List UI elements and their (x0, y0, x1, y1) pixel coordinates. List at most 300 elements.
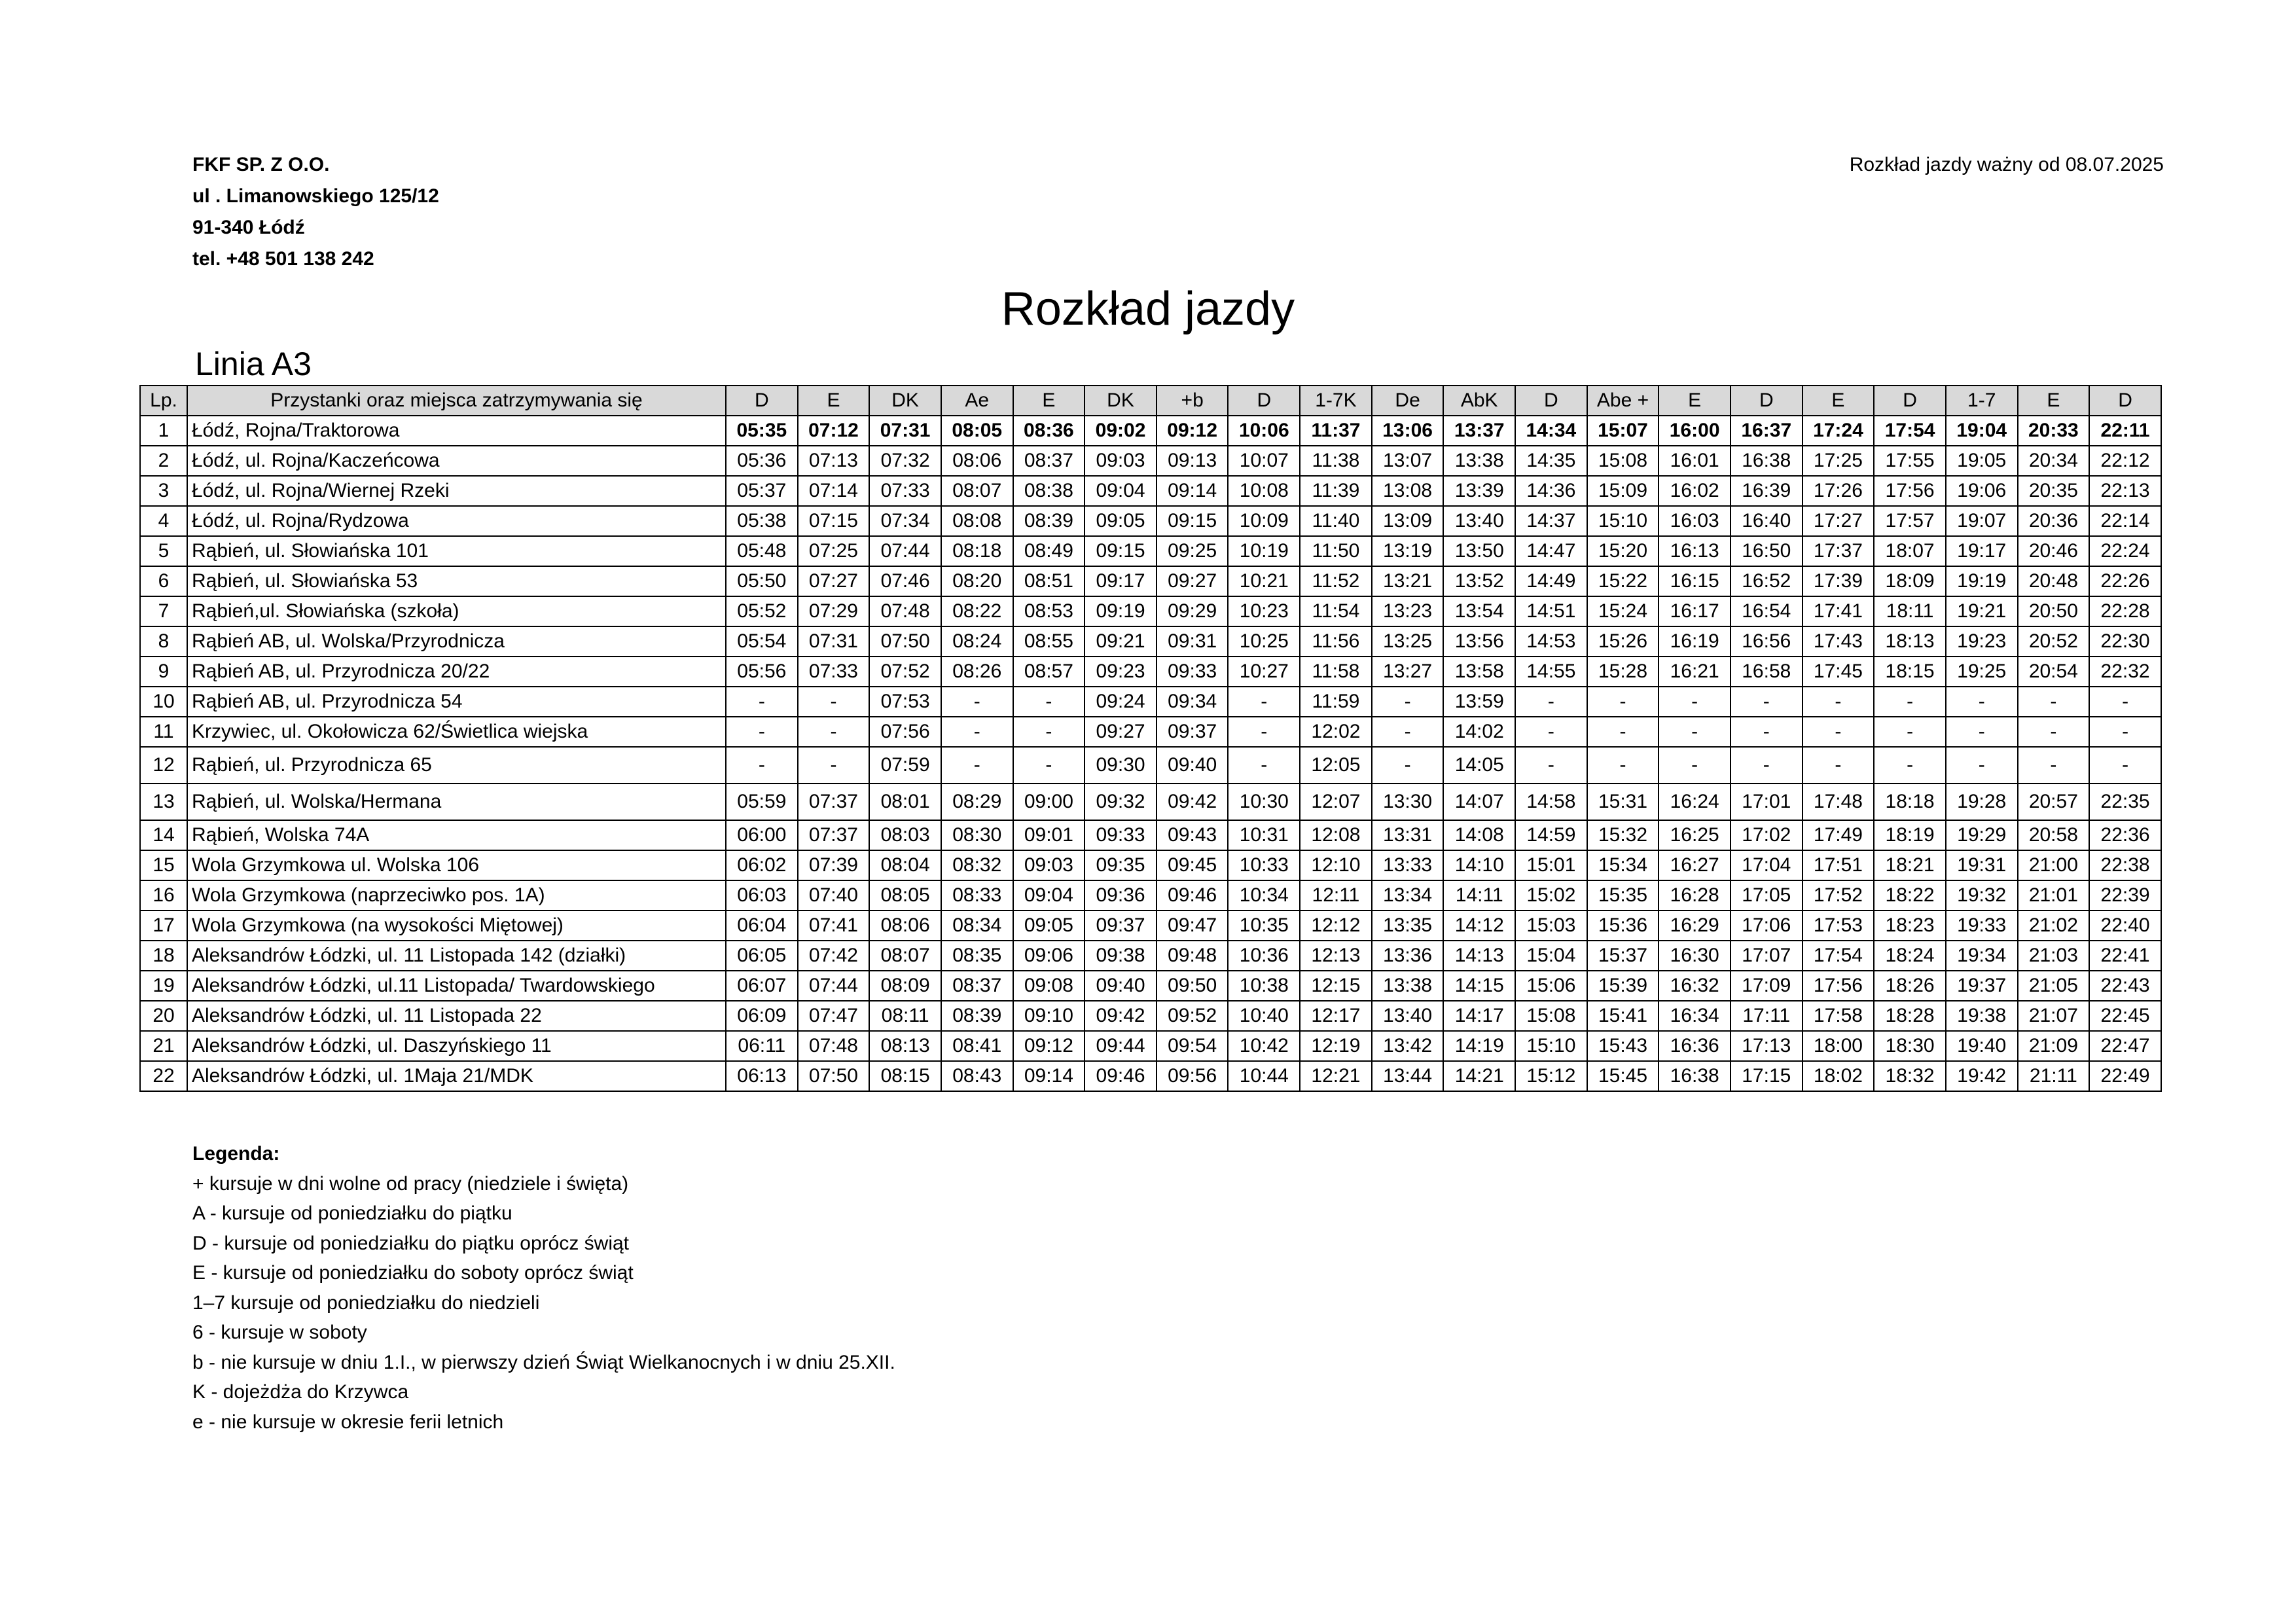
departure-time: 08:32 (941, 850, 1013, 880)
departure-time: 07:41 (798, 911, 870, 941)
stop-name: Łódź, ul. Rojna/Wiernej Rzeki (187, 476, 726, 506)
departure-time: 10:35 (1228, 911, 1300, 941)
departure-time: 17:37 (1803, 536, 1874, 566)
course-code-header: 1-7K (1300, 386, 1372, 416)
departure-time: - (1587, 747, 1659, 784)
departure-time: 09:40 (1157, 747, 1229, 784)
departure-time: 17:51 (1803, 850, 1874, 880)
departure-time: 09:14 (1013, 1061, 1085, 1091)
line-name: Linia A3 (195, 346, 312, 382)
departure-time: - (941, 687, 1013, 717)
departure-time: 05:50 (726, 566, 798, 596)
departure-time: 17:39 (1803, 566, 1874, 596)
departure-time: 08:43 (941, 1061, 1013, 1091)
departure-time: 11:37 (1300, 416, 1372, 446)
stop-name: Wola Grzymkowa (na wysokości Miętowej) (187, 911, 726, 941)
departure-time: 13:54 (1443, 596, 1515, 626)
departure-time: 17:25 (1803, 446, 1874, 476)
departure-time: 08:22 (941, 596, 1013, 626)
departure-time: 13:38 (1372, 971, 1444, 1001)
departure-time: 22:24 (2089, 536, 2161, 566)
departure-time: 07:15 (798, 506, 870, 536)
departure-time: 14:08 (1443, 820, 1515, 850)
departure-time: - (2018, 717, 2090, 747)
table-row (140, 626, 2161, 657)
departure-time: 09:25 (1157, 536, 1229, 566)
departure-time: 09:44 (1085, 1031, 1157, 1061)
departure-time: - (2018, 747, 2090, 784)
stop-number: 11 (140, 717, 187, 747)
departure-time: 13:36 (1372, 941, 1444, 971)
departure-time: 09:05 (1013, 911, 1085, 941)
departure-time: 13:35 (1372, 911, 1444, 941)
company-street: ul . Limanowskiego 125/12 (192, 185, 439, 207)
departure-time: 09:42 (1157, 784, 1229, 820)
departure-time: 09:47 (1157, 911, 1229, 941)
departure-time: 17:26 (1803, 476, 1874, 506)
departure-time: 07:53 (869, 687, 941, 717)
departure-time: 09:52 (1157, 1001, 1229, 1031)
departure-time: 12:12 (1300, 911, 1372, 941)
departure-time: 09:46 (1157, 880, 1229, 911)
departure-time: 12:17 (1300, 1001, 1372, 1031)
departure-time: 08:05 (941, 416, 1013, 446)
departure-time: 09:36 (1085, 880, 1157, 911)
departure-time: 12:19 (1300, 1031, 1372, 1061)
departure-time: 08:57 (1013, 657, 1085, 687)
table-row (140, 536, 2161, 566)
departure-time: 16:02 (1659, 476, 1731, 506)
departure-time: 13:52 (1443, 566, 1515, 596)
departure-time: 09:32 (1085, 784, 1157, 820)
departure-time: 14:10 (1443, 850, 1515, 880)
departure-time: 13:23 (1372, 596, 1444, 626)
legend-title: Legenda: (192, 1143, 280, 1164)
stop-number: 22 (140, 1061, 187, 1091)
departure-time: 22:26 (2089, 566, 2161, 596)
table-row (140, 941, 2161, 971)
legend-item: b - nie kursuje w dniu 1.I., w pierwszy dzień Świąt Wielkanocnych i w dniu 25.XII. (192, 1351, 895, 1373)
departure-time: 07:48 (798, 1031, 870, 1061)
departure-time: 19:29 (1946, 820, 2018, 850)
departure-time: 09:01 (1013, 820, 1085, 850)
departure-time: 13:56 (1443, 626, 1515, 657)
course-code-header: E (798, 386, 870, 416)
departure-time: - (1803, 717, 1874, 747)
departure-time: 09:54 (1157, 1031, 1229, 1061)
departure-time: 09:04 (1085, 476, 1157, 506)
departure-time: 22:39 (2089, 880, 2161, 911)
table-row (140, 1031, 2161, 1061)
stop-name: Rąbień, ul. Słowiańska 53 (187, 566, 726, 596)
departure-time: - (1659, 747, 1731, 784)
departure-time: 14:02 (1443, 717, 1515, 747)
departure-time: 11:50 (1300, 536, 1372, 566)
departure-time: 08:04 (869, 850, 941, 880)
departure-time: - (798, 747, 870, 784)
departure-time: 07:46 (869, 566, 941, 596)
departure-time: 09:56 (1157, 1061, 1229, 1091)
departure-time: 05:38 (726, 506, 798, 536)
course-code-header: Ae (941, 386, 1013, 416)
departure-time: 17:45 (1803, 657, 1874, 687)
course-code-header: De (1372, 386, 1444, 416)
departure-time: 07:12 (798, 416, 870, 446)
stop-number: 9 (140, 657, 187, 687)
departure-time: 15:02 (1515, 880, 1587, 911)
legend-item: e - nie kursuje w okresie ferii letnich (192, 1411, 504, 1433)
departure-time: 07:39 (798, 850, 870, 880)
course-code-header: DK (1085, 386, 1157, 416)
stop-name: Aleksandrów Łódzki, ul. 1Maja 21/MDK (187, 1061, 726, 1091)
stop-name: Wola Grzymkowa ul. Wolska 106 (187, 850, 726, 880)
departure-time: 11:56 (1300, 626, 1372, 657)
departure-time: 13:40 (1443, 506, 1515, 536)
departure-time: 09:21 (1085, 626, 1157, 657)
departure-time: 09:35 (1085, 850, 1157, 880)
departure-time: 17:15 (1731, 1061, 1803, 1091)
departure-time: 09:03 (1085, 446, 1157, 476)
course-code-header: D (1515, 386, 1587, 416)
departure-time: - (2089, 687, 2161, 717)
departure-time: 11:54 (1300, 596, 1372, 626)
departure-time: 18:13 (1874, 626, 1946, 657)
departure-time: 17:49 (1803, 820, 1874, 850)
departure-time: - (1013, 687, 1085, 717)
stop-number: 8 (140, 626, 187, 657)
departure-time: 17:27 (1803, 506, 1874, 536)
departure-time: 07:14 (798, 476, 870, 506)
departure-time: 10:09 (1228, 506, 1300, 536)
departure-time: 08:07 (869, 941, 941, 971)
departure-time: 09:34 (1157, 687, 1229, 717)
departure-time: 22:32 (2089, 657, 2161, 687)
departure-time: 15:45 (1587, 1061, 1659, 1091)
departure-time: 09:42 (1085, 1001, 1157, 1031)
departure-time: 10:23 (1228, 596, 1300, 626)
departure-time: 22:14 (2089, 506, 2161, 536)
departure-time: 10:38 (1228, 971, 1300, 1001)
departure-time: 12:10 (1300, 850, 1372, 880)
table-row (140, 596, 2161, 626)
timetable (139, 385, 2162, 1092)
departure-time: 16:52 (1731, 566, 1803, 596)
departure-time: 13:40 (1372, 1001, 1444, 1031)
departure-time: 17:05 (1731, 880, 1803, 911)
departure-time: - (1228, 747, 1300, 784)
departure-time: 09:12 (1013, 1031, 1085, 1061)
departure-time: 08:37 (941, 971, 1013, 1001)
departure-time: 18:15 (1874, 657, 1946, 687)
departure-time: 21:00 (2018, 850, 2090, 880)
departure-time: 18:09 (1874, 566, 1946, 596)
departure-time: 16:38 (1731, 446, 1803, 476)
departure-time: 09:05 (1085, 506, 1157, 536)
departure-time: 19:40 (1946, 1031, 2018, 1061)
departure-time: 15:01 (1515, 850, 1587, 880)
departure-time: 14:53 (1515, 626, 1587, 657)
stop-number: 13 (140, 784, 187, 820)
departure-time: 20:36 (2018, 506, 2090, 536)
departure-time: - (1946, 747, 2018, 784)
stop-name: Krzywiec, ul. Okołowicza 62/Świetlica wiejska (187, 717, 726, 747)
departure-time: 18:30 (1874, 1031, 1946, 1061)
departure-time: 17:06 (1731, 911, 1803, 941)
departure-time: 19:17 (1946, 536, 2018, 566)
departure-time: 19:38 (1946, 1001, 2018, 1031)
departure-time: - (1803, 747, 1874, 784)
departure-time: 10:07 (1228, 446, 1300, 476)
stop-number: 21 (140, 1031, 187, 1061)
departure-time: 12:21 (1300, 1061, 1372, 1091)
departure-time: 14:34 (1515, 416, 1587, 446)
departure-time: 10:33 (1228, 850, 1300, 880)
departure-time: 13:19 (1372, 536, 1444, 566)
course-code-header: D (1731, 386, 1803, 416)
departure-time: 21:11 (2018, 1061, 2090, 1091)
legend-item: E - kursuje od poniedziałku do soboty oprócz świąt (192, 1262, 634, 1284)
departure-time: 22:41 (2089, 941, 2161, 971)
departure-time: 11:59 (1300, 687, 1372, 717)
table-row (140, 476, 2161, 506)
departure-time: - (1013, 717, 1085, 747)
departure-time: 17:55 (1874, 446, 1946, 476)
departure-time: 11:58 (1300, 657, 1372, 687)
departure-time: 16:01 (1659, 446, 1731, 476)
departure-time: 07:34 (869, 506, 941, 536)
departure-time: 16:50 (1731, 536, 1803, 566)
departure-time: 22:12 (2089, 446, 2161, 476)
departure-time: - (1731, 747, 1803, 784)
departure-time: 09:48 (1157, 941, 1229, 971)
course-code-header: D (2089, 386, 2161, 416)
departure-time: 14:59 (1515, 820, 1587, 850)
course-code-header: Abe + (1587, 386, 1659, 416)
validity-date: Rozkład jazdy ważny od 08.07.2025 (1849, 154, 2164, 175)
departure-time: 10:08 (1228, 476, 1300, 506)
departure-time: 20:33 (2018, 416, 2090, 446)
course-code-header: +b (1157, 386, 1229, 416)
departure-time: 15:43 (1587, 1031, 1659, 1061)
course-code-header: D (1874, 386, 1946, 416)
departure-time: 13:31 (1372, 820, 1444, 850)
departure-time: 15:08 (1515, 1001, 1587, 1031)
table-row (140, 1061, 2161, 1091)
stop-name: Łódź, ul. Rojna/Rydzowa (187, 506, 726, 536)
departure-time: 19:06 (1946, 476, 2018, 506)
departure-time: 05:56 (726, 657, 798, 687)
departure-time: 09:33 (1085, 820, 1157, 850)
departure-time: 07:27 (798, 566, 870, 596)
departure-time: 13:21 (1372, 566, 1444, 596)
table-row (140, 687, 2161, 717)
departure-time: - (1731, 687, 1803, 717)
departure-time: 20:46 (2018, 536, 2090, 566)
departure-time: 10:19 (1228, 536, 1300, 566)
departure-time: 05:35 (726, 416, 798, 446)
legend-items (192, 1169, 895, 1437)
departure-time: 17:24 (1803, 416, 1874, 446)
departure-time: 07:31 (798, 626, 870, 657)
departure-time: 09:50 (1157, 971, 1229, 1001)
departure-time: 08:08 (941, 506, 1013, 536)
departure-time: 22:35 (2089, 784, 2161, 820)
stop-number: 3 (140, 476, 187, 506)
departure-time: 10:40 (1228, 1001, 1300, 1031)
company-city: 91-340 Łódź (192, 217, 305, 238)
departure-time: 09:38 (1085, 941, 1157, 971)
stop-name: Aleksandrów Łódzki, ul.11 Listopada/ Twardowskiego (187, 971, 726, 1001)
company-name: FKF SP. Z O.O. (192, 154, 330, 175)
departure-time: 07:50 (869, 626, 941, 657)
departure-time: 07:59 (869, 747, 941, 784)
departure-time: 15:09 (1587, 476, 1659, 506)
departure-time: 12:05 (1300, 747, 1372, 784)
departure-time: 22:28 (2089, 596, 2161, 626)
departure-time: 09:04 (1013, 880, 1085, 911)
table-row (140, 747, 2161, 784)
stop-name: Aleksandrów Łódzki, ul. Daszyńskiego 11 (187, 1031, 726, 1061)
departure-time: 18:24 (1874, 941, 1946, 971)
departure-time: 20:57 (2018, 784, 2090, 820)
departure-time: - (726, 747, 798, 784)
departure-time: 15:28 (1587, 657, 1659, 687)
stop-name: Rąbień, Wolska 74A (187, 820, 726, 850)
departure-time: 07:31 (869, 416, 941, 446)
departure-time: 21:02 (2018, 911, 2090, 941)
stop-number: 4 (140, 506, 187, 536)
departure-time: 13:34 (1372, 880, 1444, 911)
departure-time: 13:58 (1443, 657, 1515, 687)
departure-time: 14:35 (1515, 446, 1587, 476)
course-code-header: E (1013, 386, 1085, 416)
departure-time: 05:36 (726, 446, 798, 476)
departure-time: 19:04 (1946, 416, 2018, 446)
departure-time: 16:24 (1659, 784, 1731, 820)
departure-time: 13:42 (1372, 1031, 1444, 1061)
departure-time: 07:13 (798, 446, 870, 476)
departure-time: 08:15 (869, 1061, 941, 1091)
departure-time: - (2089, 717, 2161, 747)
departure-time: 07:25 (798, 536, 870, 566)
departure-time: 22:45 (2089, 1001, 2161, 1031)
departure-time: 18:28 (1874, 1001, 1946, 1031)
departure-time: 10:36 (1228, 941, 1300, 971)
departure-time: 11:39 (1300, 476, 1372, 506)
departure-time: 14:36 (1515, 476, 1587, 506)
departure-time: - (1372, 717, 1444, 747)
departure-time: 14:58 (1515, 784, 1587, 820)
departure-time: 19:07 (1946, 506, 2018, 536)
departure-time: 14:07 (1443, 784, 1515, 820)
departure-time: 07:40 (798, 880, 870, 911)
departure-time: 14:47 (1515, 536, 1587, 566)
departure-time: 08:41 (941, 1031, 1013, 1061)
departure-time: 15:39 (1587, 971, 1659, 1001)
departure-time: 07:32 (869, 446, 941, 476)
departure-time: 16:28 (1659, 880, 1731, 911)
stop-name: Rąbień,ul. Słowiańska (szkoła) (187, 596, 726, 626)
departure-time: 16:38 (1659, 1061, 1731, 1091)
departure-time: 15:22 (1587, 566, 1659, 596)
departure-time: 13:39 (1443, 476, 1515, 506)
departure-time: 07:44 (869, 536, 941, 566)
departure-time: 09:43 (1157, 820, 1229, 850)
departure-time: 19:32 (1946, 880, 2018, 911)
departure-time: 18:02 (1803, 1061, 1874, 1091)
departure-time: 08:29 (941, 784, 1013, 820)
departure-time: - (1874, 717, 1946, 747)
departure-time: 17:09 (1731, 971, 1803, 1001)
departure-time: 20:50 (2018, 596, 2090, 626)
departure-time: 22:40 (2089, 911, 2161, 941)
stop-number: 17 (140, 911, 187, 941)
departure-time: 15:10 (1587, 506, 1659, 536)
departure-time: 17:56 (1874, 476, 1946, 506)
departure-time: 22:49 (2089, 1061, 2161, 1091)
departure-time: 18:07 (1874, 536, 1946, 566)
departure-time: 08:51 (1013, 566, 1085, 596)
departure-time: 15:07 (1587, 416, 1659, 446)
departure-time: 07:52 (869, 657, 941, 687)
departure-time: 18:11 (1874, 596, 1946, 626)
departure-time: 09:00 (1013, 784, 1085, 820)
departure-time: 20:54 (2018, 657, 2090, 687)
departure-time: - (1659, 717, 1731, 747)
departure-time: 09:03 (1013, 850, 1085, 880)
departure-time: 11:52 (1300, 566, 1372, 596)
departure-time: 17:57 (1874, 506, 1946, 536)
departure-time: 06:03 (726, 880, 798, 911)
departure-time: - (798, 687, 870, 717)
stop-number: 6 (140, 566, 187, 596)
departure-time: 15:32 (1587, 820, 1659, 850)
departure-time: 17:54 (1874, 416, 1946, 446)
departure-time: 07:33 (798, 657, 870, 687)
departure-time: 15:08 (1587, 446, 1659, 476)
departure-time: 22:13 (2089, 476, 2161, 506)
departure-time: 09:19 (1085, 596, 1157, 626)
table-row (140, 850, 2161, 880)
departure-time: - (941, 717, 1013, 747)
departure-time: 11:40 (1300, 506, 1372, 536)
legend-item: 1–7 kursuje od poniedziałku do niedzieli (192, 1291, 540, 1314)
course-code-header: E (2018, 386, 2090, 416)
departure-time: 14:55 (1515, 657, 1587, 687)
departure-time: 16:34 (1659, 1001, 1731, 1031)
table-row (140, 416, 2161, 446)
departure-time: 09:29 (1157, 596, 1229, 626)
departure-time: 08:09 (869, 971, 941, 1001)
stop-name: Rąbień AB, ul. Wolska/Przyrodnicza (187, 626, 726, 657)
table-row (140, 566, 2161, 596)
departure-time: 14:49 (1515, 566, 1587, 596)
departure-time: 16:32 (1659, 971, 1731, 1001)
table-row (140, 506, 2161, 536)
departure-time: 07:50 (798, 1061, 870, 1091)
departure-time: 15:20 (1587, 536, 1659, 566)
departure-time: 09:06 (1013, 941, 1085, 971)
course-code-header: 1-7 (1946, 386, 2018, 416)
departure-time: 19:21 (1946, 596, 2018, 626)
table-row (140, 446, 2161, 476)
stop-name: Rąbień, ul. Słowiańska 101 (187, 536, 726, 566)
departure-time: 09:12 (1157, 416, 1229, 446)
departure-time: 07:37 (798, 820, 870, 850)
departure-time: - (1372, 747, 1444, 784)
departure-time: - (1659, 687, 1731, 717)
table-row (140, 880, 2161, 911)
